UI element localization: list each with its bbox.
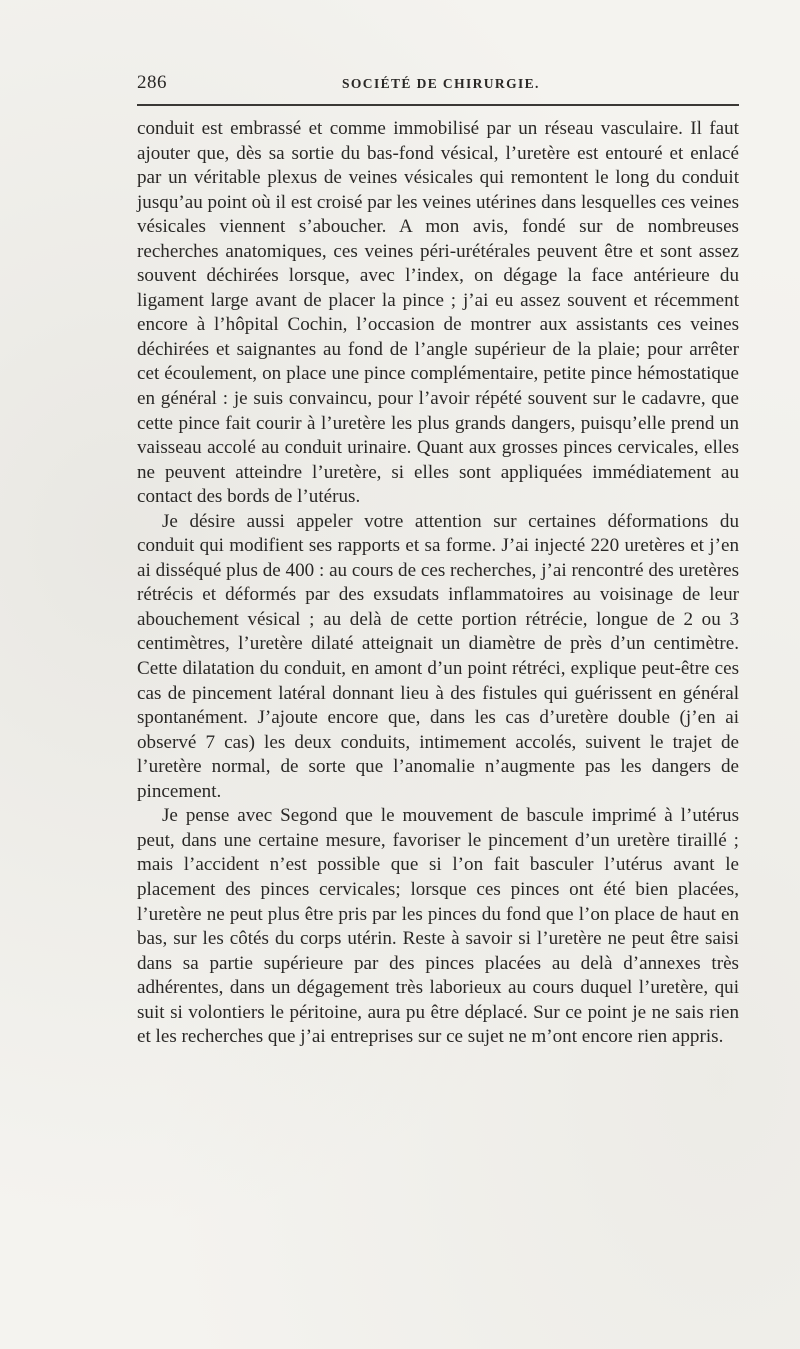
page-number: 286: [137, 72, 167, 93]
running-title: SOCIÉTÉ DE CHIRURGIE.: [342, 76, 540, 91]
header-rule: [137, 104, 739, 106]
body-text: [137, 117, 739, 1050]
running-head: [137, 72, 739, 98]
paragraph-3: Je pense avec Segond que le mouvement de bascule imprimé à l’utérus peut, dans une certaine mesure, favoriser le pincement d’un uretère tiraillé ; mais l’accident n’est possible que si l’on fait basculer l’utérus avant le placement des pinces cervicales; lorsque ces pinces ont été bien placées, l’uretère ne peut plus être pris par les pinces du fond que l’on place de haut en bas, sur les côtés du corps utérin. Reste à savoir si l’uretère ne peut être saisi dans sa partie supérieure par des pinces placées au delà d’annexes très adhérentes, dans un dégagement très laborieux au cours duquel l’uretère, qui suit si volontiers le péritoine, aura pu être déplacé. Sur ce point je ne sais rien et les recherches que j’ai entreprises sur ce sujet ne m’ont encore rien appris.: [137, 805, 739, 1048]
paragraph-1: conduit est embrassé et comme immobilisé par un réseau vasculaire. Il faut ajouter que, dès sa sortie du bas-fond vésical, l’uretère est entouré et enlacé par un véritable plexus de veines vésicales qui remontent le long du conduit jusqu’au point où il est croisé par les veines utérines dans lesquelles ces veines vésicales viennent s’aboucher. A mon avis, fondé sur de nombreuses recherches anatomiques, ces veines péri-urétérales peuvent être et sont assez souvent déchirées lorsque, avec l’index, on dégage la face antérieure du ligament large avant de placer la pince ; j’ai eu assez souvent et récemment encore à l’hôpital Cochin, l’occasion de montrer aux assistants ces veines déchirées et saignantes au fond de l’angle supérieur de la plaie; pour arrêter cet écoulement, on place une pince complémentaire, petite pince hémostatique en général : je suis convaincu, pour l’avoir répété souvent sur le cadavre, que cette pince fait courir à l’uretère les plus grands dangers, puisqu’elle prend un vaisseau accolé au conduit urinaire. Quant aux grosses pinces cervicales, elles ne peuvent atteindre l’uretère, si elles sont appliquées immédiatement au contact des bords de l’utérus.: [137, 118, 739, 508]
paragraph-2: Je désire aussi appeler votre attention sur certaines déformations du conduit qui modifient ses rapports et sa forme. J’ai injecté 220 uretères et j’en ai disséqué plus de 400 : au cours de ces recherches, j’ai rencontré des uretères rétrécis et déformés par des exsudats inflammatoires au voisinage de leur abouchement vésical ; au delà de cette portion rétrécie, longue de 2 ou 3 centimètres, l’uretère dilaté atteignait un diamètre de près d’un centimètre. Cette dilatation du conduit, en amont d’un point rétréci, explique peut-être ces cas de pincement latéral donnant lieu à des fistules qui guérissent en général spontanément. J’ajoute encore que, dans les cas d’uretère double (j’en ai observé 7 cas) les deux conduits, intimement accolés, suivent le trajet de l’uretère normal, de sorte que l’anomalie n’augmente pas les dangers de pincement.: [137, 510, 739, 802]
